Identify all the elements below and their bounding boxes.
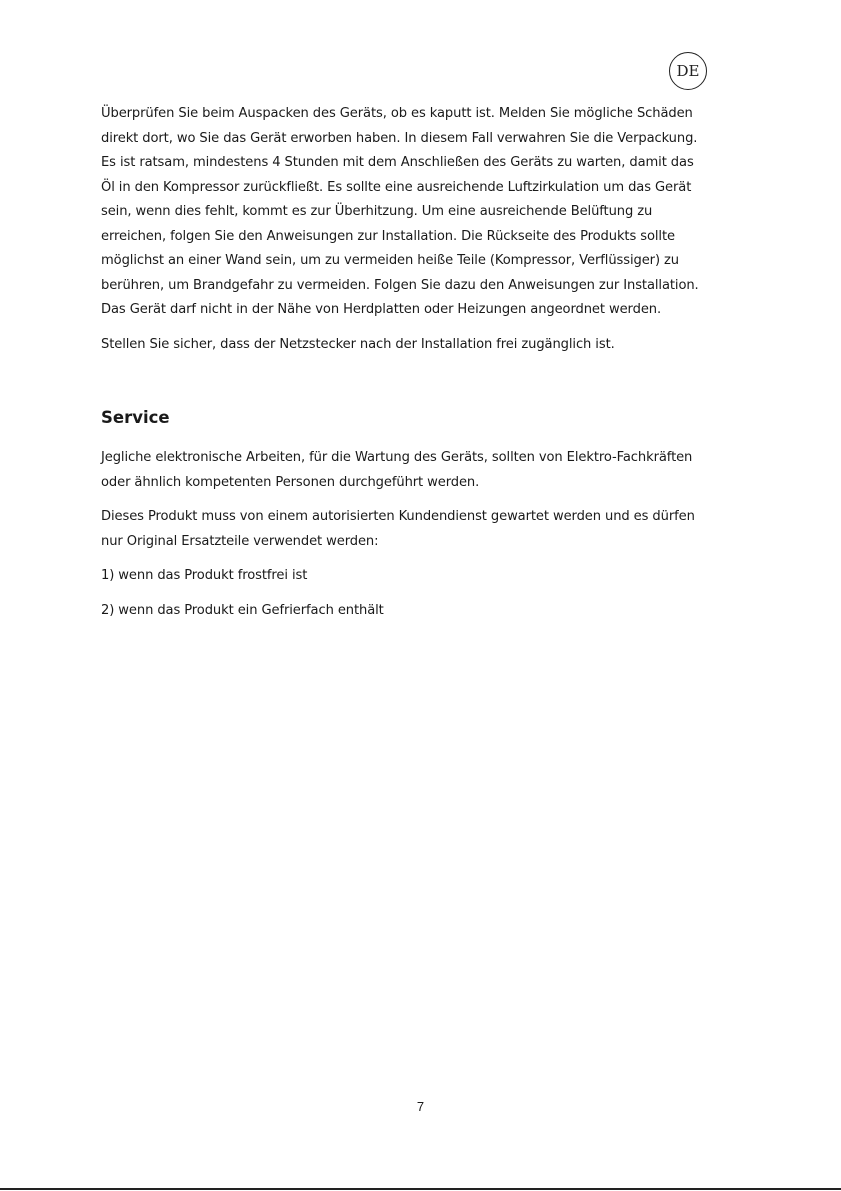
service-list-item: 1) wenn das Produkt frostfrei ist <box>101 568 308 583</box>
service-section <box>101 446 751 623</box>
intro-section <box>101 102 751 357</box>
plug-note: Stellen Sie sicher, dass der Netzstecker nach der Installation frei zugänglich ist. <box>101 336 615 352</box>
intro-line: berühren, um Brandgefahr zu vermeiden. Folgen Sie dazu den Anweisungen zur Installation. <box>101 277 699 293</box>
page-number: 7 <box>416 1099 425 1114</box>
service-list-item: 2) wenn das Produkt ein Gefrierfach enthält <box>101 602 384 618</box>
intro-line: Das Gerät darf nicht in der Nähe von Herdplatten oder Heizungen angeordnet werden. <box>101 302 662 317</box>
intro-line: direkt dort, wo Sie das Gerät erworben haben. In diesem Fall verwahren Sie die Verpackung. <box>101 130 698 146</box>
service-para2-line: Dieses Produkt muss von einem autorisierten Kundendienst gewartet werden und es dürfen <box>101 509 695 524</box>
section-heading-service: Service <box>101 408 170 427</box>
intro-line: erreichen, folgen Sie den Anweisungen zur Installation. Die Rückseite des Produkts sollte <box>101 228 675 244</box>
intro-line: sein, wenn dies fehlt, kommt es zur Überhitzung. Um eine ausreichende Belüftung zu <box>101 204 653 219</box>
service-para2-line: nur Original Ersatzteile verwendet werden: <box>101 533 379 549</box>
intro-line: möglichst an einer Wand sein, um zu vermeiden heiße Teile (Kompressor, Verflüssiger) zu <box>101 253 679 268</box>
intro-line: Es ist ratsam, mindestens 4 Stunden mit dem Anschließen des Geräts zu warten, damit das <box>101 155 694 170</box>
language-badge: DE <box>669 52 707 90</box>
intro-line: Öl in den Kompressor zurückfließt. Es sollte eine ausreichende Luftzirkulation um das Gerät <box>101 179 692 195</box>
intro-line: Überprüfen Sie beim Auspacken des Geräts, ob es kaputt ist. Melden Sie mögliche Schäden <box>101 106 693 121</box>
service-para1-line: Jegliche elektronische Arbeiten, für die Wartung des Geräts, sollten von Elektro-Fachkräften <box>101 450 693 465</box>
service-para1-line: oder ähnlich kompetenten Personen durchgeführt werden. <box>101 474 480 490</box>
page-bottom-border <box>0 1188 841 1190</box>
